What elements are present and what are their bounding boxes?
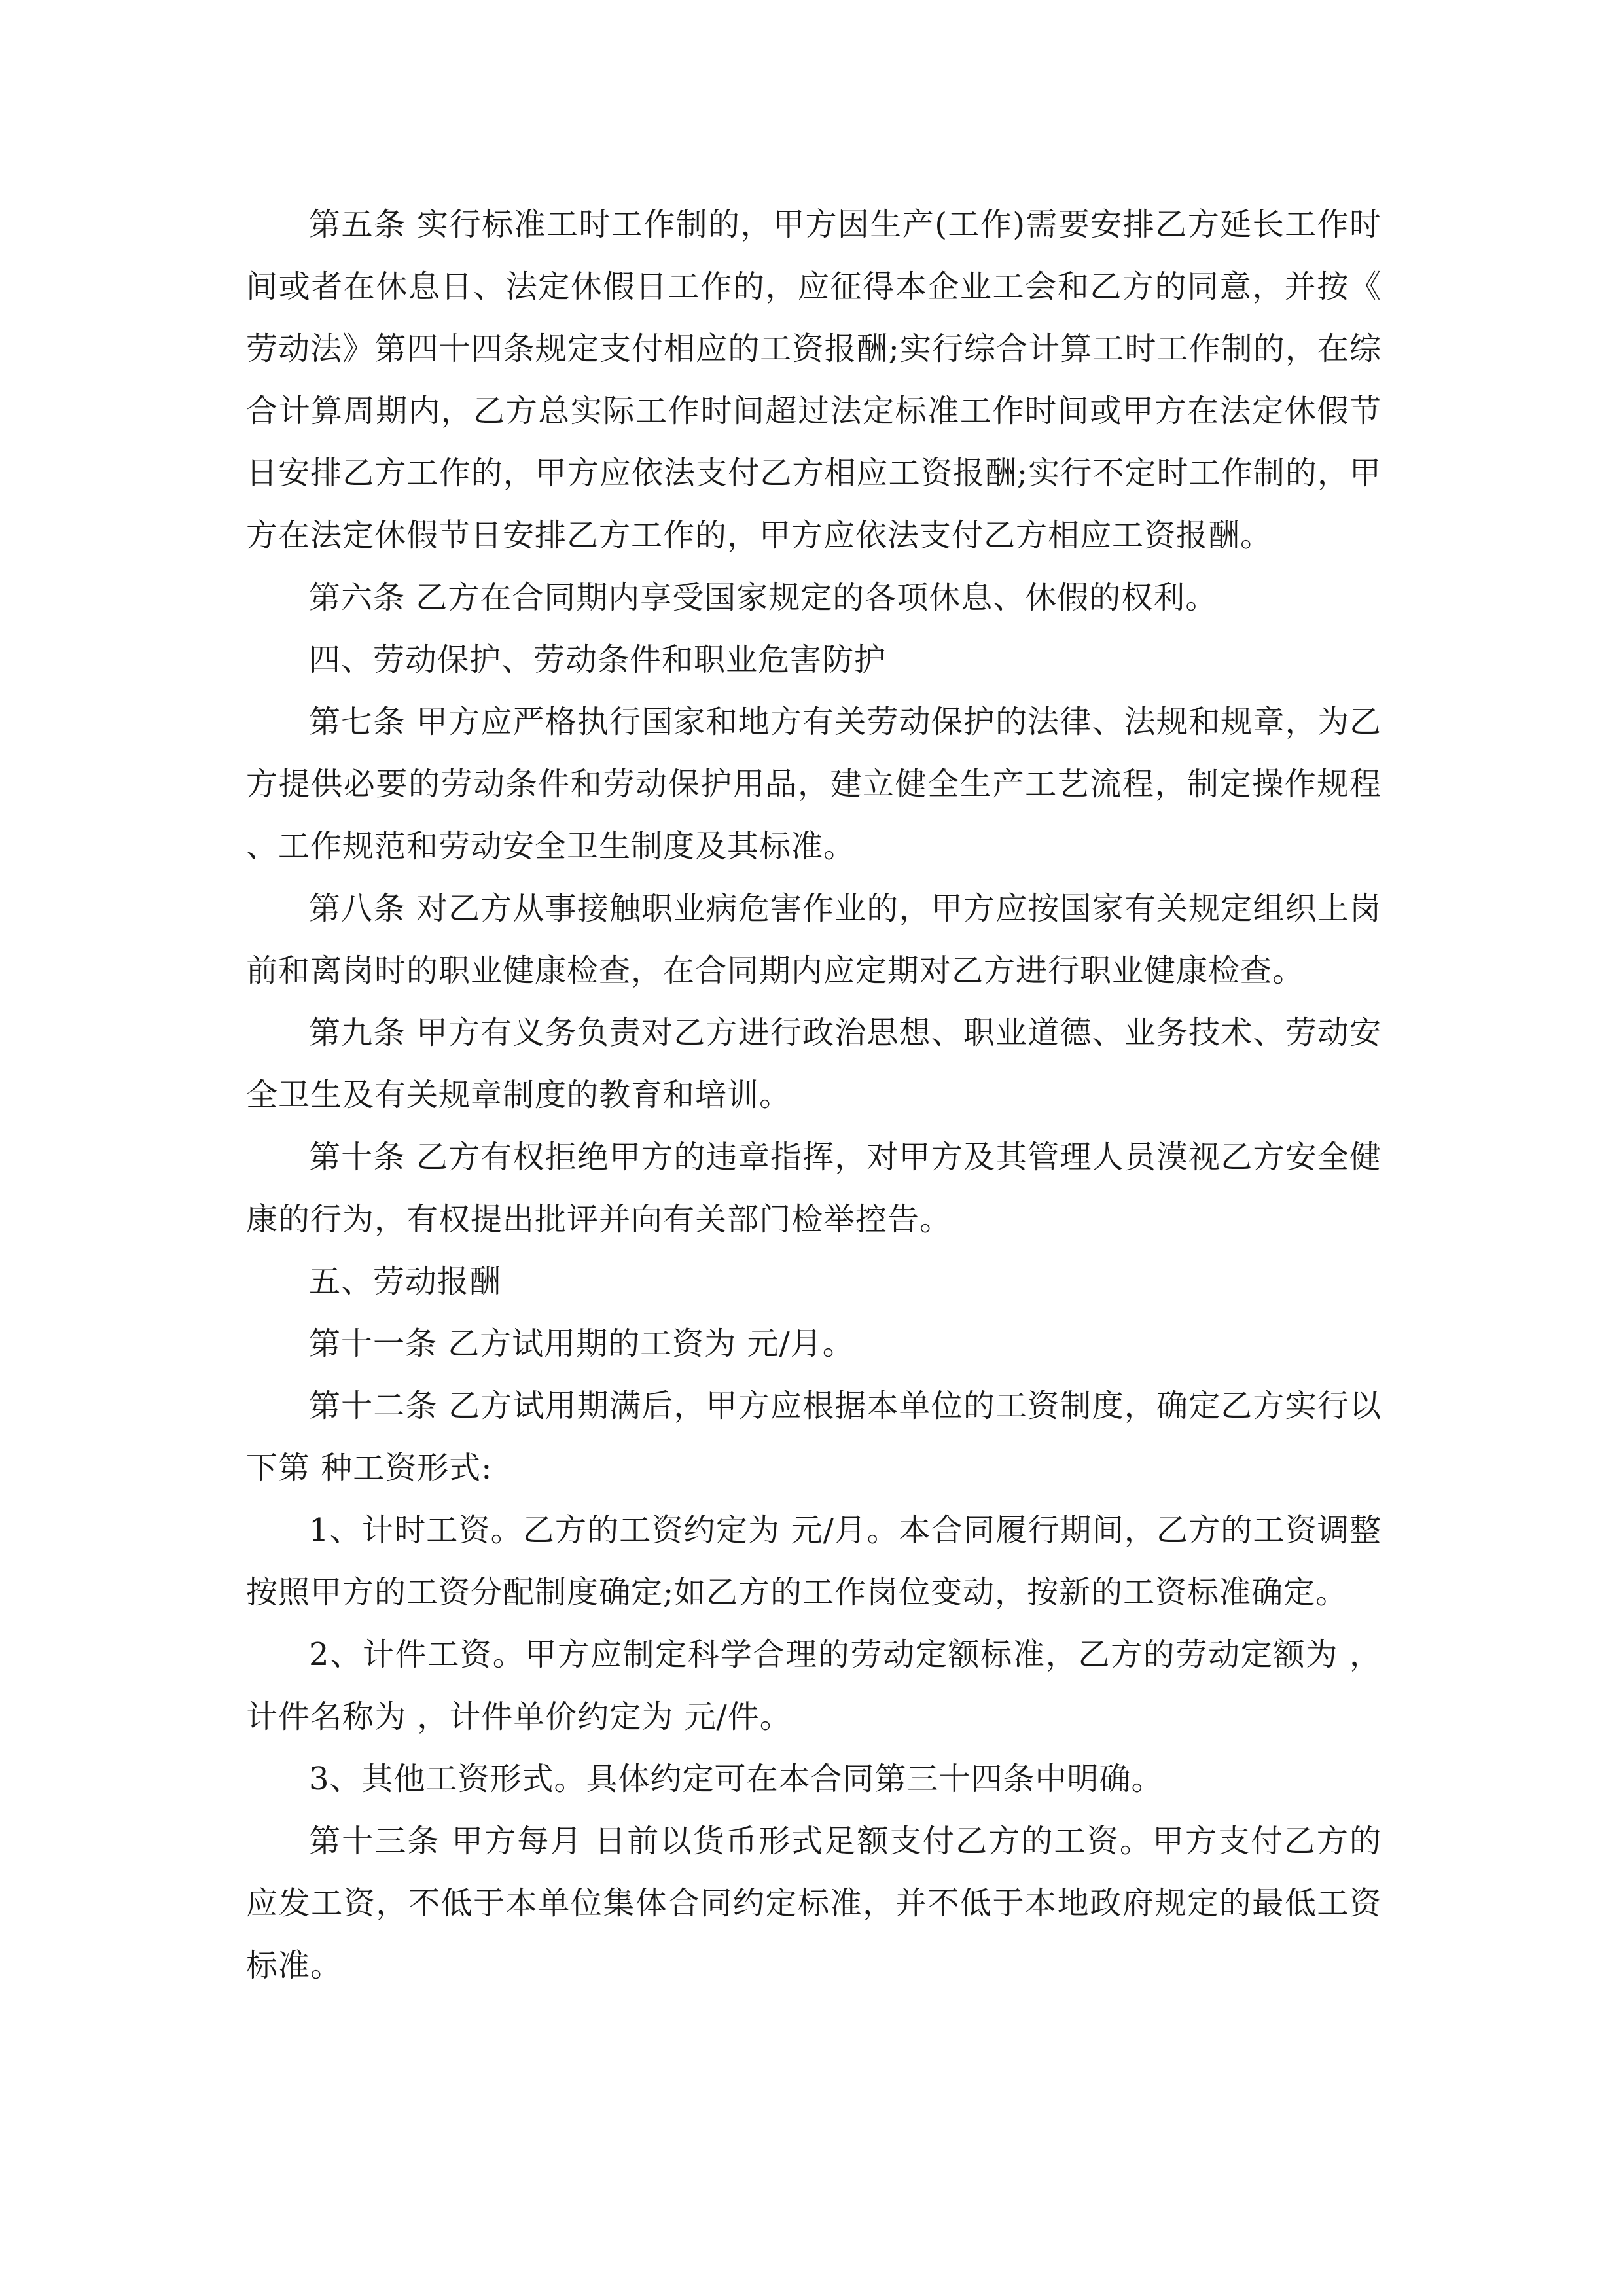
document-body [246,194,1382,1997]
clause-7-paragraph: 第七条 甲方应严格执行国家和地方有关劳动保护的法律、法规和规章，为乙方提供必要的劳动条件和劳动保护用品，建立健全生产工艺流程，制定操作规程、工作规范和劳动安全卫生制度及其标准。 [246,704,1382,865]
wage-form-3-paragraph: 3、其他工资形式。具体约定可在本合同第三十四条中明确。 [309,1761,1164,1797]
section-4-heading: 四、劳动保护、劳动条件和职业危害防护 [309,641,887,678]
clause-11-paragraph: 第十一条 乙方试用期的工资为 元/月。 [309,1325,855,1362]
clause-13-paragraph: 第十三条 甲方每月 日前以货币形式足额支付乙方的工资。甲方支付乙方的应发工资，不低于本单位集体合同约定标准，并不低于本地政府规定的最低工资标准。 [246,1823,1382,1984]
section-5-heading: 五、劳动报酬 [309,1263,502,1300]
clause-6-paragraph: 第六条 乙方在合同期内享受国家规定的各项休息、休假的权利。 [309,579,1218,616]
clause-9-paragraph: 第九条 甲方有义务负责对乙方进行政治思想、职业道德、业务技术、劳动安全卫生及有关规章制度的教育和培训。 [246,1014,1382,1113]
clause-12-paragraph: 第十二条 乙方试用期满后，甲方应根据本单位的工资制度，确定乙方实行以下第 种工资形式: [246,1388,1382,1486]
wage-form-2-paragraph: 2、计件工资。甲方应制定科学合理的劳动定额标准，乙方的劳动定额为 ，计件名称为 ，计件单价约定为 元/件。 [246,1636,1382,1735]
clause-10-paragraph: 第十条 乙方有权拒绝甲方的违章指挥，对甲方及其管理人员漠视乙方安全健康的行为，有权提出批评并向有关部门检举控告。 [246,1139,1382,1238]
clause-5-paragraph: 第五条 实行标准工时工作制的，甲方因生产(工作)需要安排乙方延长工作时间或者在休息日、法定休假日工作的，应征得本企业工会和乙方的同意，并按《劳动法》第四十四条规定支付相应的工资报酬;实行综合计算工时工作制的，在综合计算周期内，乙方总实际工作时间超过法定标准工作时间或甲方在法定休假节日安排乙方工作的，甲方应依法支付乙方相应工资报酬;实行不定时工作制的，甲方在法定休假节日安排乙方工作的，甲方应依法支付乙方相应工资报酬。 [246,206,1382,554]
wage-form-1-paragraph: 1、计时工资。乙方的工资约定为 元/月。本合同履行期间，乙方的工资调整按照甲方的工资分配制度确定;如乙方的工作岗位变动，按新的工资标准确定。 [246,1512,1382,1611]
clause-8-paragraph: 第八条 对乙方从事接触职业病危害作业的，甲方应按国家有关规定组织上岗前和离岗时的职业健康检查，在合同期内应定期对乙方进行职业健康检查。 [246,890,1382,989]
